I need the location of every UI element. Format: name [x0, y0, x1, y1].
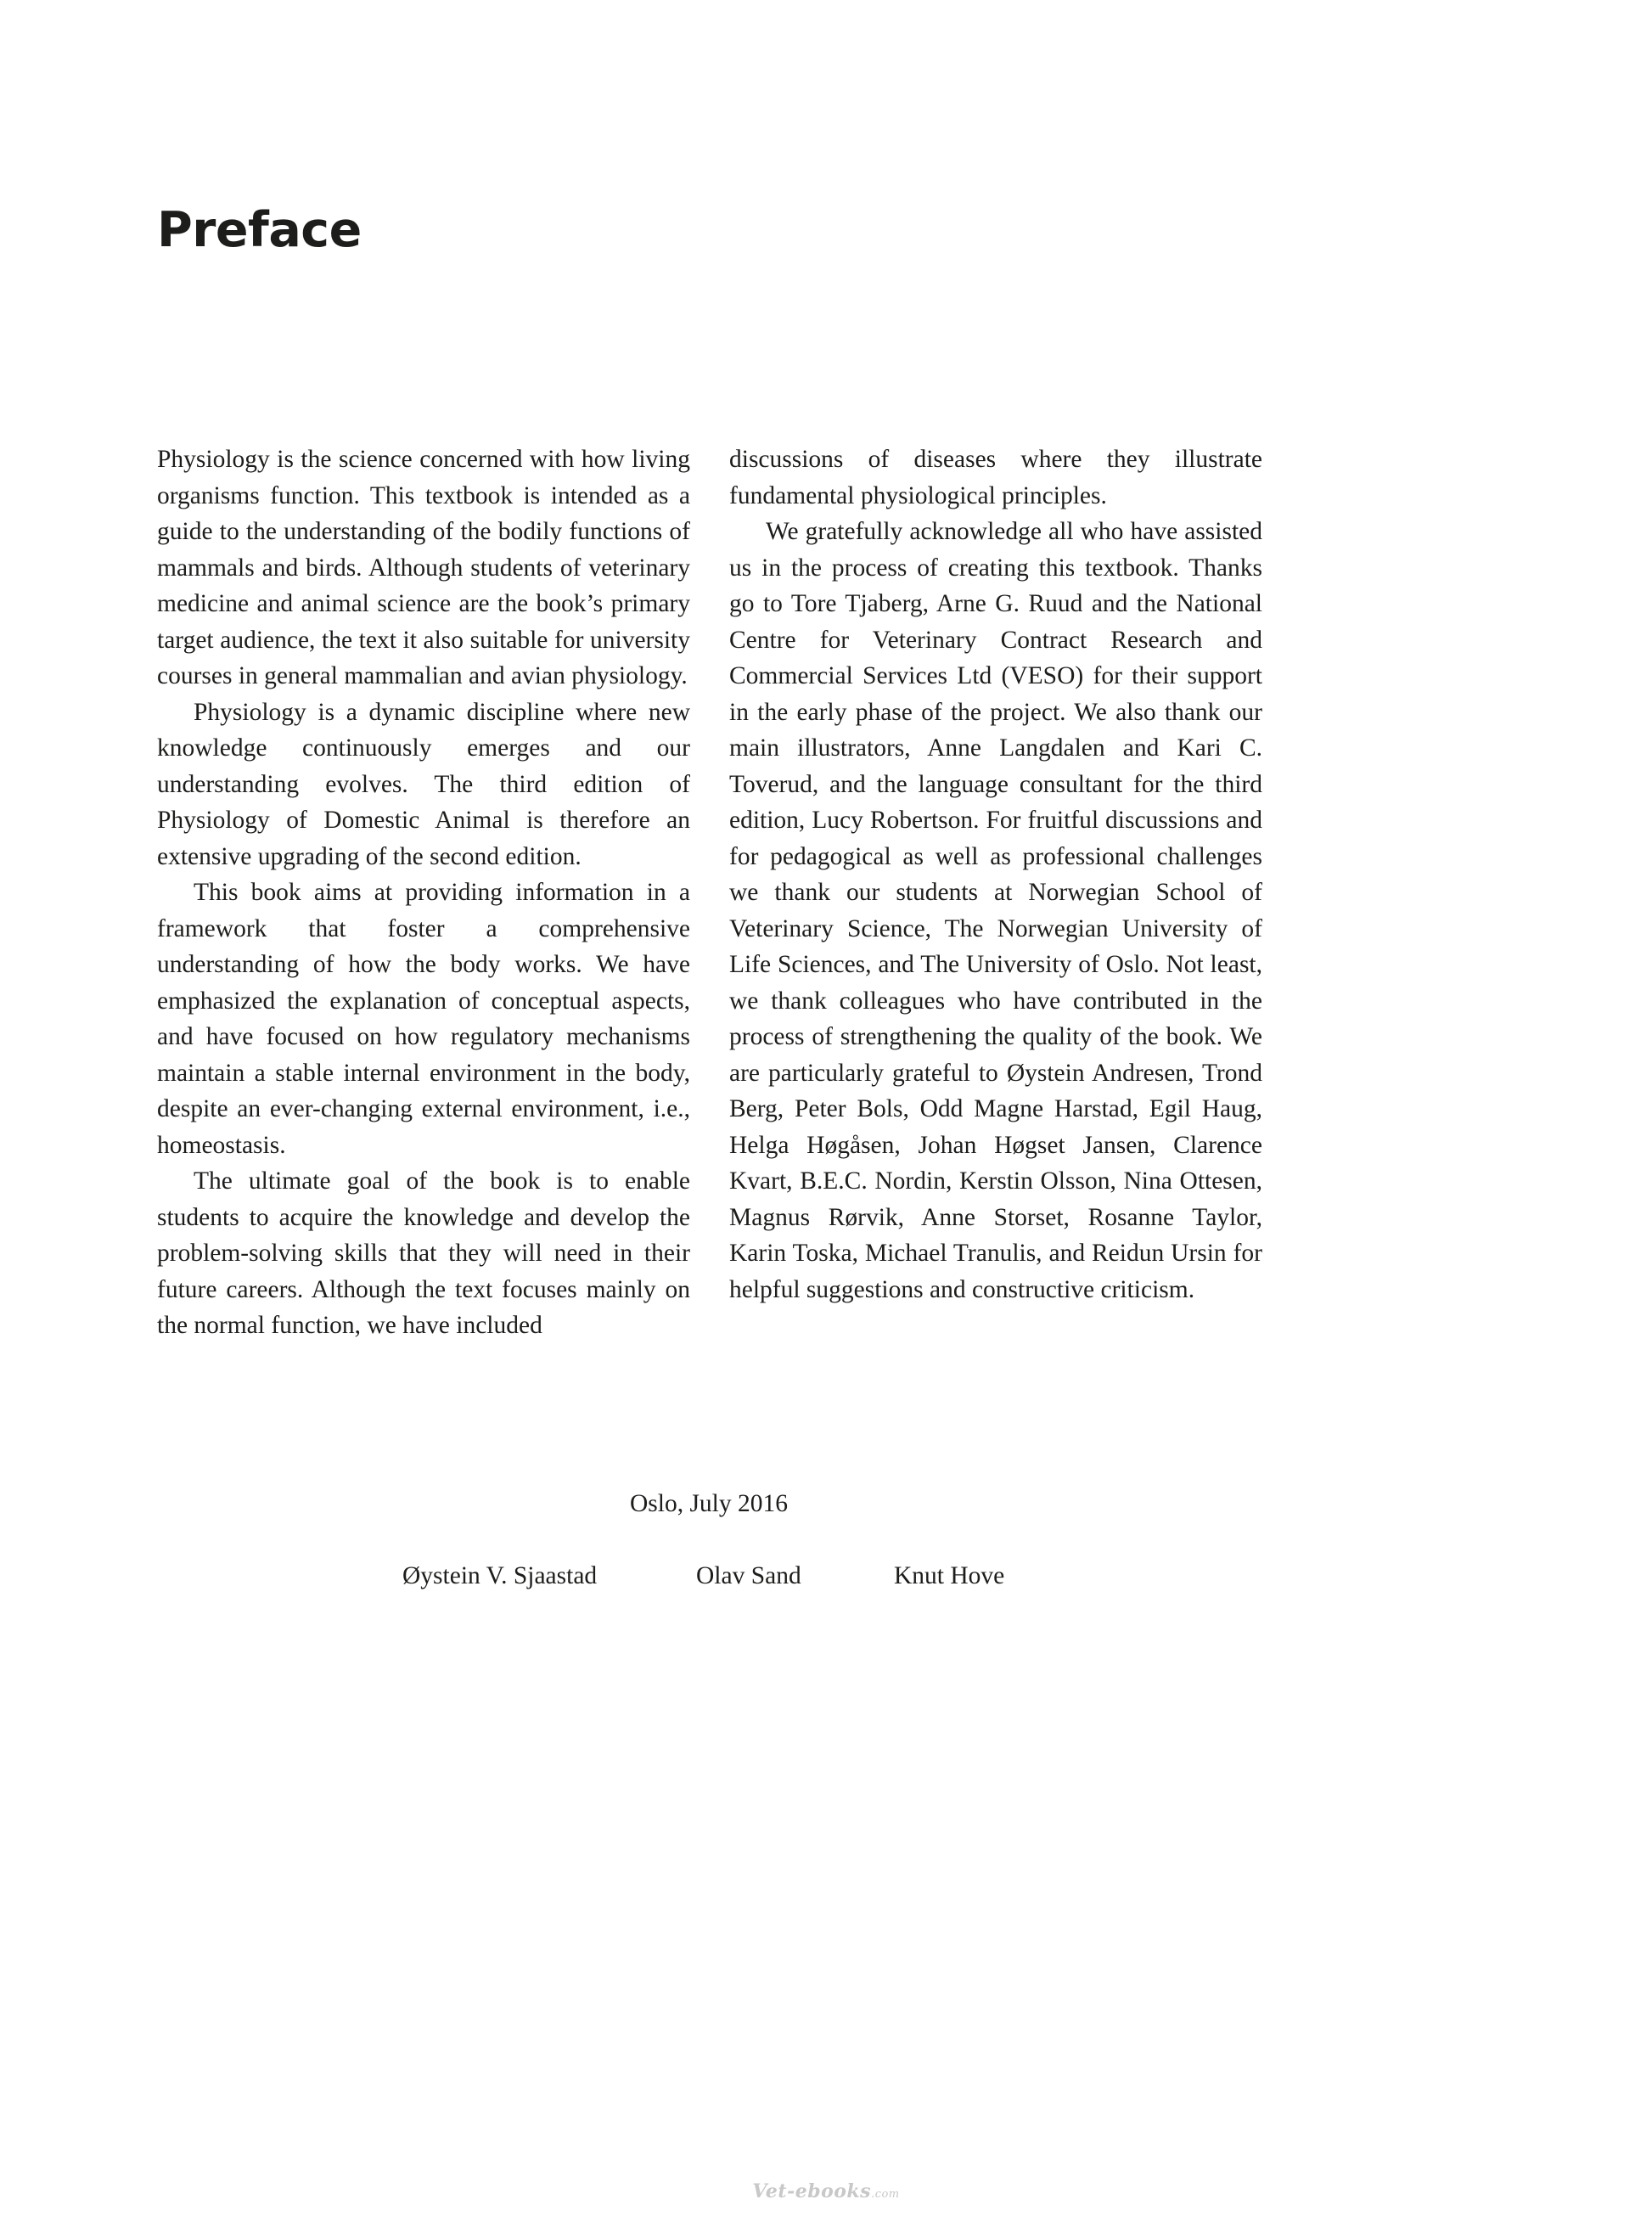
paragraph: This book aims at providing information in a framework that foster a comprehensive understanding of how the body works. We have emphasized the explanation of conceptual aspects, and have focused on how regulatory mechanisms maintain a stable internal environment in the body, despite an ever-changing external environment, i.e., homeostasis.: [157, 879, 690, 1159]
right-text-column: [729, 442, 1262, 1308]
paragraph: Physiology is a dynamic discipline where new knowledge continuously emerges and our understanding evolves. The third edition of Physiology of Domestic Animal is therefore an extensive upgrading of the second edition.: [157, 698, 690, 870]
watermark-suffix: .com: [871, 2188, 900, 2201]
left-text-column: [157, 442, 690, 1344]
paragraph: The ultimate goal of the book is to enable students to acquire the knowledge and develop the problem-solving skills that they will need in their future careers. Although the text focuses mainly on the normal function, we have included: [157, 1167, 690, 1339]
paragraph: We gratefully acknowledge all who have assisted us in the process of creating this textbook. Thanks go to Tore Tjaberg, Arne G. Ruud and the National Centre for Veterinary Contract Research and Commercial Services Ltd (VESO) for their support in the early phase of the project. We also thank our main illustrators, Anne Langdalen and Kari C. Toverud, and the language consultant for the third edition, Lucy Robertson. For fruitful discussions and for pedagogical as well as professional challenges we thank our students at Norwegian School of Veterinary Science, The Norwegian University of Life Sciences, and The University of Oslo. Not least, we thank colleagues who have contributed in the process of strengthening the quality of the book. We are particularly grateful to Øystein Andresen, Trond Berg, Peter Bols, Odd Magne Harstad, Egil Haug, Helga Høgåsen, Johan Høgset Jansen, Clarence Kvart, B.E.C. Nordin, Kerstin Olsson, Nina Ottesen, Magnus Rørvik, Anne Storset, Rosanne Taylor, Karin Toska, Michael Tranulis, and Reidun Ursin for helpful suggestions and constructive criticism.: [729, 518, 1262, 1303]
author-name: Olav Sand: [696, 1562, 801, 1589]
paragraph: discussions of diseases where they illustrate fundamental physiological principles.: [729, 446, 1262, 509]
author-name: Knut Hove: [894, 1562, 1005, 1589]
watermark-main: Vet-ebooks: [752, 2180, 872, 2202]
paragraph: Physiology is the science concerned with how living organisms function. This textbook is intended as a guide to the understanding of the bodily functions of mammals and birds. Although students of veterinary medicine and animal science are the book’s primary target audience, the text it also suitable for university courses in general mammalian and avian physiology.: [157, 446, 690, 689]
author-name: Øystein V. Sjaastad: [402, 1562, 598, 1589]
place-date-signoff: Oslo, July 2016: [629, 1490, 789, 1517]
page-title: Preface: [157, 202, 362, 258]
watermark-logo: [0, 2180, 1652, 2202]
